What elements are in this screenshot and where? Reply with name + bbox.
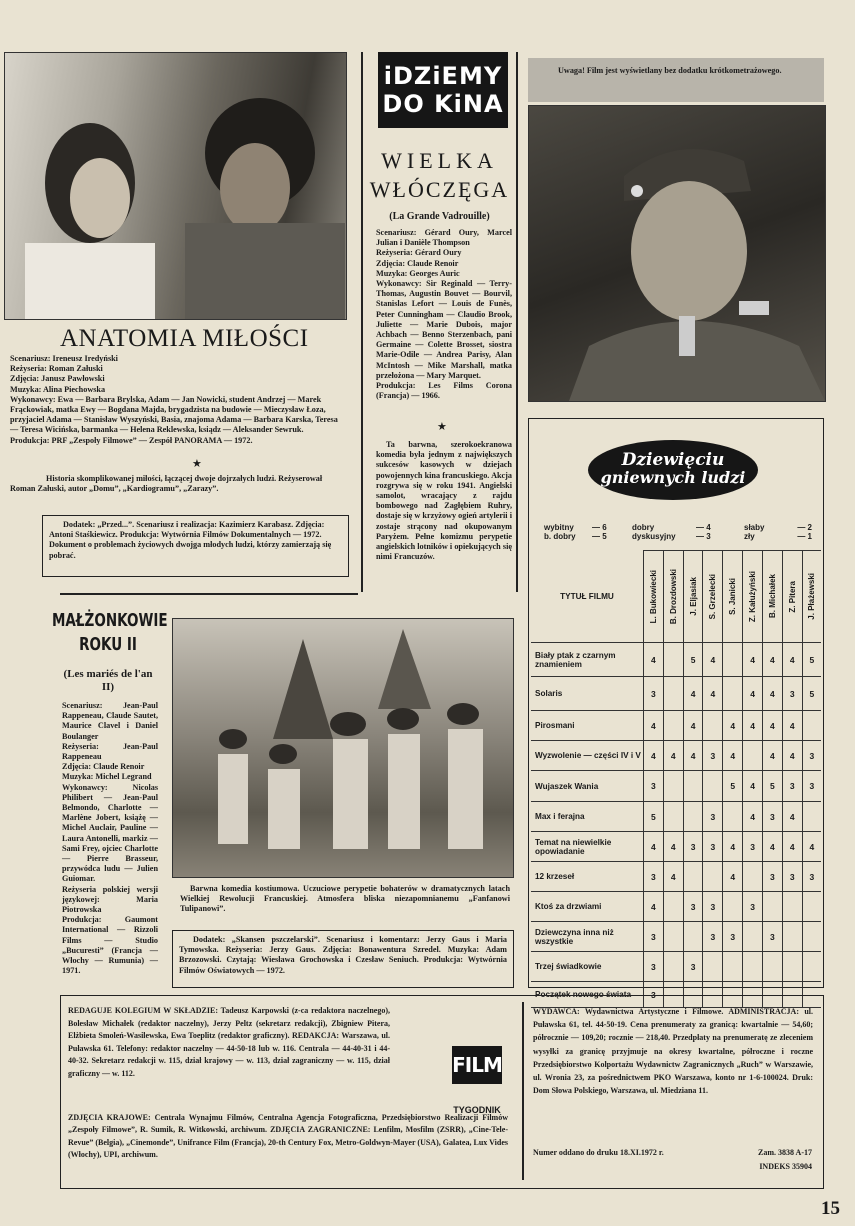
photo-wielka [528, 105, 826, 402]
critic-name: B. Drozdowski [668, 568, 678, 625]
score-cell: 4 [683, 677, 703, 711]
critic-name: S. Janicki [728, 578, 738, 615]
legend-value: — 4 [696, 523, 711, 532]
score-cell: 5 [644, 802, 664, 832]
score-cell: 4 [782, 832, 802, 862]
ratings-table [531, 550, 821, 1008]
score-cell [683, 771, 703, 802]
film-row [531, 802, 821, 832]
score-cell: 4 [762, 643, 782, 677]
idziemy-line1: iDZiEMY [383, 62, 503, 90]
critic-name: S. Grzelecki [708, 573, 718, 620]
critic-cell [743, 551, 763, 643]
score-cell: 4 [782, 741, 802, 771]
legend-value: — 1 [797, 532, 812, 541]
film-row [531, 741, 821, 771]
anatomia-credits: Scenariusz: Ireneusz Iredyński Reżyseria: Roman Załuski Zdjęcia: Janusz Pawłowski Muzyka: Alina Piechowska Wykonawcy: Ewa — Barbara Brylska, Adam — Jan Nowicki, student Andrzej — Marek Frąckowiak, matka Ewy — Bogdana Majda, brygadzista na budowie — Mieczysław Łoza, przyjaciel Adama — Stanisław Wyszyński, Basia, znajoma Adama — Barbara Karska, Teresa — Teresa Wicińska, barmanka — Helena Reklewska, ksiądz — Aleksander Sewruk. Produkcja: PRF „Zespoły Filmowe” — Zespół PANORAMA — 1972. [10, 354, 338, 445]
anatomia-dodatek-box [42, 515, 349, 577]
film-row [531, 711, 821, 741]
score-cell: 4 [644, 711, 664, 741]
score-cell: 4 [743, 677, 763, 711]
legend-value: — 3 [696, 532, 711, 541]
critic-cell [782, 551, 802, 643]
score-cell [723, 952, 743, 982]
score-cell [743, 862, 763, 892]
score-cell: 4 [644, 832, 664, 862]
anatomia-star: ★ [192, 458, 202, 470]
wielka-title-1: WIELKA [381, 148, 498, 173]
anatomia-dodatek: Dodatek: „Przed...”. Scenariusz i realizacja: Kazimierz Karabasz. Zdjęcia: Antoni Staśkiewicz. Produkcja: Wytwórnia Filmów Dokumentalnych — 1972. Dokument o problemach życiowych dwojga młodych ludzi, którzy zamierzają się pobrać. [49, 520, 332, 560]
film-row [531, 922, 821, 952]
score-cell [703, 771, 723, 802]
score-cell [802, 892, 821, 922]
score-cell [703, 711, 723, 741]
score-cell: 4 [644, 892, 664, 922]
malzonkowie-original-title: (Les mariés de l'an II) [63, 668, 153, 693]
idziemy-do-kina-logo [378, 52, 508, 128]
malzonkowie-credits: Scenariusz: Jean-Paul Rappeneau, Claude Sautet, Maurice Clavel i Daniel Boulanger Reżyseria: Jean-Paul Rappeneau Zdjęcia: Claude Renoir Muzyka: Michel Legrand Wykonawcy: Nicolas Philibert — Jean-Paul Belmondo, Charlotte — Marlène Jobert, książę — Michel Auclair, Pauline — Laura Antonelli, markiz — Sami Frey, ojciec Charlotte — Pierre Brasseur, przywódca ludu — Julien Guiomar. Reżyseria polskiej wersji językowej: Maria Piotrowska Produkcja: Gaumont International — Rizzoli Films — Studio „Bucuresti” (Francja — Włochy — Rumunia) — 1971. [62, 701, 158, 976]
film-title: Ktoś za drzwiami [531, 892, 644, 922]
critic-cell [802, 551, 821, 643]
logo-line1: Dziewięciu [621, 450, 725, 470]
title-header: TYTUŁ FILMU [560, 591, 614, 601]
critic-name: L. Bukowiecki [648, 569, 658, 624]
score-cell [802, 952, 821, 982]
score-cell [743, 952, 763, 982]
wielka-title-2: WŁÓCZĘGA [369, 177, 510, 202]
score-cell [683, 862, 703, 892]
film-row [531, 771, 821, 802]
score-cell: 4 [743, 643, 763, 677]
score-cell: 4 [782, 802, 802, 832]
wielka-credits: Scenariusz: Gérard Oury, Marcel Julian i Danièle Thompson Reżyseria: Gérard Oury Zdjęcia: Claude Renoir Muzyka: Georges Auric Wykonawcy: Sir Reginald — Terry-Thomas, Augustin Bouvet — Bourvil, Stanislas Lefort — Louis de Funès, Peter Cunningham — Claudio Brook, Juliette — Marie Dubois, major Achbach — Benno Sterzenbach, pani Germaine — Colette Brosset, siostra Marie-Odile — Andrea Parisy, Alan McIntosh — Mike Marshall, matka przełożona — Mary Marquet. Produkcja: Les Films Corona (Francja) — 1966. [376, 228, 512, 401]
score-cell: 5 [802, 677, 821, 711]
score-cell: 4 [743, 711, 763, 741]
score-cell: 3 [782, 862, 802, 892]
anatomia-title: ANATOMIA MIŁOŚCI [60, 325, 309, 352]
wielka-original-title: (La Grande Vadrouille) [389, 211, 490, 222]
legend-label: zły [744, 532, 755, 541]
score-cell: 3 [782, 677, 802, 711]
score-cell: 4 [762, 741, 782, 771]
score-cell: 4 [663, 862, 683, 892]
page-number: 15 [821, 1198, 840, 1219]
score-cell [703, 862, 723, 892]
film-title: Biały ptak z czarnym znamieniem [531, 643, 644, 677]
score-cell: 3 [762, 862, 782, 892]
film-title: Max i ferajna [531, 802, 644, 832]
divider-middle-left [361, 52, 363, 592]
critic-name: J. Płażewski [807, 573, 817, 620]
malzonkowie-title-2: ROKU II [79, 634, 137, 656]
critic-cell [723, 551, 743, 643]
score-cell: 5 [723, 771, 743, 802]
score-cell: 5 [683, 643, 703, 677]
score-cell [683, 922, 703, 952]
score-cell [663, 771, 683, 802]
score-cell [663, 892, 683, 922]
film-title: Wyzwolenie — części IV i V [531, 741, 644, 771]
score-cell: 3 [703, 741, 723, 771]
film-title: Temat na niewielkie opowiadanie [531, 832, 644, 862]
score-cell: 3 [743, 832, 763, 862]
malzonkowie-dodatek: Dodatek: „Skansen pszczelarski”. Scenariusz i komentarz: Jerzy Gaus i Maria Tymowska. Reżyseria: Jerzy Gaus. Zdjęcia: Bonawentura Szredel. Muzyka: Adam Brzozowski. Czytają: Wiesława Grochowska i Czesław Seniuch. Produkcja: Wytwórnia Filmów Oświatowych — 1972. [179, 935, 507, 975]
score-cell: 3 [644, 677, 664, 711]
score-cell: 4 [762, 832, 782, 862]
film-row [531, 862, 821, 892]
film-title: Początek nowego świata [531, 982, 644, 1008]
score-cell [703, 952, 723, 982]
critic-name: B. Michałek [767, 574, 777, 619]
score-cell: 4 [782, 711, 802, 741]
score-cell: 4 [663, 741, 683, 771]
score-cell [743, 922, 763, 952]
score-cell [663, 711, 683, 741]
critic-name: Z. Kałużyński [748, 570, 758, 623]
legend-label: wybitny [544, 523, 574, 532]
photo-wielka-soldier [529, 106, 825, 401]
critic-name: J. Eljasiak [688, 577, 698, 616]
photo-anatomia [4, 52, 347, 320]
score-cell: 3 [802, 741, 821, 771]
score-cell: 3 [703, 832, 723, 862]
score-cell: 3 [644, 771, 664, 802]
critic-cell [683, 551, 703, 643]
score-cell: 3 [802, 771, 821, 802]
score-cell: 4 [723, 741, 743, 771]
film-title: 12 krzeseł [531, 862, 644, 892]
malzonkowie-dodatek-box [172, 930, 514, 988]
score-cell [802, 802, 821, 832]
score-cell: 3 [762, 802, 782, 832]
score-cell: 3 [743, 892, 763, 922]
film-title: Dziewczyna inna niż wszystkie [531, 922, 644, 952]
score-cell: 4 [663, 832, 683, 862]
tygodnik-label: TYGODNIK [453, 1105, 501, 1115]
score-cell: 4 [683, 741, 703, 771]
film-row [531, 643, 821, 677]
film-title: Wujaszek Wania [531, 771, 644, 802]
wielka-story: Ta barwna, szerokoekranowa komedia była jednym z największych sukcesów kasowych w dziejach powojennych kina francuskiego. Akcja rozgrywa się w roku 1941. Angielski samolot, wracający z rajdu bombowego nad Zagłębiem Ruhry, dostaje się w krzyżowy ogień artylerii i zostaje strącony nad okupowanym Paryżem. Pełne komizmu perypetie angielskich lotników i opiekujących się nimi Francuzów. [376, 440, 512, 562]
score-cell [723, 802, 743, 832]
footer-indeks: INDEKS 35904 [759, 1162, 812, 1171]
footer-redakcja: REDAGUJE KOLEGIUM W SKŁADZIE: Tadeusz Karpowski (z-ca redaktora naczelnego), Bolesław Michałek (redaktor naczelny), Jerzy Peltz (sekretarz redakcji), Zbigniew Pitera, Elżbieta Smoleń-Wasilewska, Ewa Toeplitz (redaktor graficzny). REDAKCJA: Warszawa, ul. Puławska 61. Telefony: redaktor naczelny — 44-50-18 lub w. 116. Centrala — 44-40-31 i 44-40-32. Sekretarz redakcji w. 115, dział krajowy — w. 113, dział zagraniczny — w. 115, dział graficzny — w. 112. [68, 1006, 390, 1078]
score-cell: 4 [644, 741, 664, 771]
divider-middle-right [516, 52, 518, 592]
film-row [531, 677, 821, 711]
score-cell: 3 [802, 862, 821, 892]
legend-value: — 6 [592, 523, 607, 532]
legend-label: słaby [744, 523, 765, 532]
malzonkowie-caption: Barwna komedia kostiumowa. Uczuciowe perypetie bohaterów w dramatycznych latach Wielkiej Rewolucji Francuskiej. Atmosfera bliska niezapomnianemu „Fanfanowi Tulipanowi”. [180, 884, 510, 914]
score-cell [802, 922, 821, 952]
photo-malzonkowie-crowd [173, 619, 513, 877]
critic-cell [644, 551, 664, 643]
score-cell: 3 [703, 892, 723, 922]
score-cell: 3 [762, 922, 782, 952]
score-cell: 4 [762, 677, 782, 711]
critic-cell [762, 551, 782, 643]
score-cell [723, 643, 743, 677]
score-cell: 5 [802, 643, 821, 677]
score-cell: 4 [723, 711, 743, 741]
film-logo: FILM [452, 1046, 502, 1084]
score-cell [663, 952, 683, 982]
score-cell [663, 643, 683, 677]
score-cell [723, 892, 743, 922]
score-cell [802, 711, 821, 741]
photo-malzonkowie [172, 618, 514, 878]
score-cell [663, 677, 683, 711]
critic-name: Z. Pitera [787, 580, 797, 613]
footer-zam: Zam. 3838 A-17 [758, 1148, 812, 1157]
logo-line2: gniewnych ludzi [600, 468, 746, 487]
critic-cell [703, 551, 723, 643]
score-cell: 3 [644, 922, 664, 952]
anatomia-story: Historia skomplikowanej miłości, łączącej dwoje dojrzałych ludzi. Reżyserował Roman Załuski, autor „Domu”, „Kardiogramu”, „Zarazy”. [10, 474, 323, 494]
score-cell: 4 [644, 643, 664, 677]
legend-label: b. dobry [544, 532, 576, 541]
score-cell: 4 [762, 711, 782, 741]
score-cell: 3 [723, 922, 743, 952]
score-cell [782, 952, 802, 982]
uwaga-note: Uwaga! Film jest wyświetlany bez dodatku krótkometrażowego. [528, 58, 824, 102]
malzonkowie-title-1: MAŁŻONKOWIE [52, 610, 168, 632]
score-cell: 4 [723, 832, 743, 862]
footer-wydawca: WYDAWCA: Wydawnictwa Artystyczne i Filmowe. ADMINISTRACJA: ul. Puławska 61, tel. 44-50-19. Cena prenumeraty za granicą: kwartalnie — 54,60; półrocznie — 109,20; rocznie — 218,40. Przedpłaty na prenumeratę ze zleceniem wysyłki za granicę przyjmuje na okresy kwartalne, półroczne i roczne Przedsiębiorstwo Kolportażu Wydawnictw Zagranicznych „Ruch” w Warszawie, ul. Wronia 23, za pośrednictwem PKO Warszawa, konto nr 1-6-100024. Druk: Dom Słowa Polskiego, Warszawa, ul. Miedziana 11. [533, 1007, 813, 1096]
score-cell: 4 [743, 771, 763, 802]
score-cell: 4 [782, 643, 802, 677]
film-row [531, 952, 821, 982]
film-title: Pirosmani [531, 711, 644, 741]
score-cell: 3 [644, 982, 664, 1008]
film-row [531, 892, 821, 922]
divider-left [60, 593, 358, 595]
score-cell [762, 892, 782, 922]
critic-cell [663, 551, 683, 643]
score-cell: 3 [683, 892, 703, 922]
legend-label: dyskusyjny [632, 532, 676, 541]
footer-divider [522, 1002, 524, 1180]
legend-label: dobry [632, 523, 655, 532]
title-header-cell [531, 551, 644, 643]
score-cell: 4 [683, 711, 703, 741]
score-cell: 5 [762, 771, 782, 802]
score-cell: 3 [683, 952, 703, 982]
score-cell [663, 802, 683, 832]
score-cell: 4 [743, 802, 763, 832]
legend-value: — 2 [797, 523, 812, 532]
score-cell: 3 [703, 802, 723, 832]
score-cell [762, 952, 782, 982]
score-cell [723, 677, 743, 711]
score-cell: 4 [703, 677, 723, 711]
score-cell: 4 [723, 862, 743, 892]
footer-zdjecia: ZDJĘCIA KRAJOWE: Centrala Wynajmu Filmów, Centralna Agencja Fotograficzna, Przedsiębiorstwo Realizacji Filmów „Zespoły Filmowe”, R. Sumik, R. Witkowski, archiwum. ZDJĘCIA ZAGRANICZNE: Lenfilm, Mosfilm (ZSRR), „Cine-Tele-Revue” (Belgia), „Cinemonde”, Unifrance Film (Francja), 20-th Century Fox, Metro-Goldwyn-Mayer (USA), Galatea, Lux Vides (Włochy), UPI, archiwum. [68, 1113, 508, 1160]
dziewieciu-logo [588, 440, 758, 500]
film-title: Trzej świadkowie [531, 952, 644, 982]
wielka-star: ★ [437, 421, 447, 433]
idziemy-line2: DO KiNA [382, 90, 504, 118]
score-cell: 4 [703, 643, 723, 677]
score-cell [743, 741, 763, 771]
legend-value: — 5 [592, 532, 607, 541]
score-cell: 3 [644, 862, 664, 892]
photo-anatomia-figures [5, 53, 346, 319]
score-cell [663, 922, 683, 952]
score-cell: 3 [644, 952, 664, 982]
score-cell: 3 [683, 832, 703, 862]
score-cell [782, 892, 802, 922]
score-cell [683, 802, 703, 832]
score-cell: 3 [782, 771, 802, 802]
film-title: Solaris [531, 677, 644, 711]
rating-legend [544, 523, 812, 541]
footer-numer: Numer oddano do druku 18.XI.1972 r. [533, 1148, 664, 1157]
film-row [531, 832, 821, 862]
score-cell: 4 [802, 832, 821, 862]
score-cell: 3 [703, 922, 723, 952]
score-cell [782, 922, 802, 952]
